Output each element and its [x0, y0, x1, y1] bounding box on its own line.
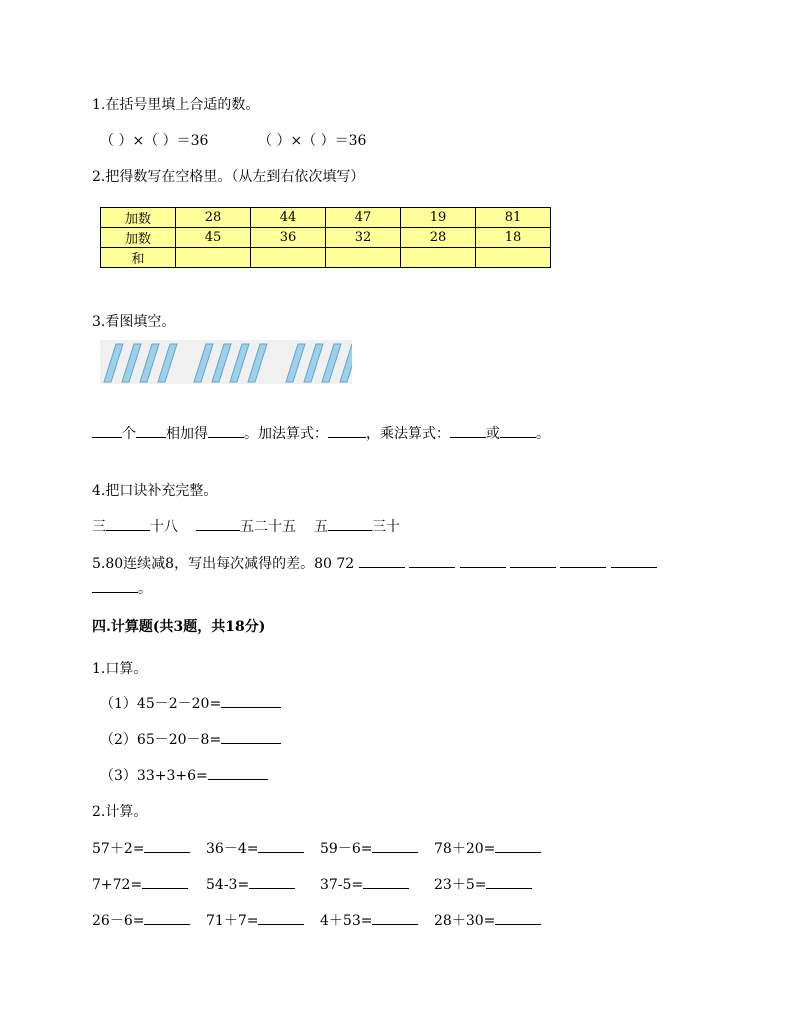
addition-table	[100, 207, 551, 268]
calc1-expr: （1）45－2－20=	[100, 696, 222, 712]
answer-blank[interactable]	[144, 910, 190, 925]
stick	[158, 344, 177, 382]
q3-title: 3.看图填空。	[92, 314, 176, 330]
q5-end: 。	[138, 581, 152, 597]
table-cell: 47	[326, 208, 401, 228]
answer-blank[interactable]	[208, 765, 268, 780]
calc2-item	[92, 910, 190, 930]
calc2-item	[434, 910, 541, 930]
answer-blank[interactable]	[372, 838, 418, 853]
calc2-expr: 28＋30=	[434, 913, 496, 929]
table-cell: 28	[176, 208, 251, 228]
calc2-expr: 54-3=	[206, 877, 250, 893]
stick	[104, 344, 123, 382]
q3-fill-line	[92, 423, 550, 443]
q3-word: 个	[122, 426, 136, 442]
stick	[304, 344, 323, 382]
row-label: 加数	[101, 228, 176, 248]
answer-cell[interactable]	[176, 248, 251, 268]
answer-blank[interactable]	[372, 910, 418, 925]
calc1-title: 1.口算。	[92, 661, 148, 677]
q3-word: 或	[486, 426, 500, 442]
calc2-expr: 71＋7=	[206, 913, 259, 929]
calc2-item	[320, 910, 418, 930]
table-cell: 18	[476, 228, 551, 248]
table-row	[101, 208, 551, 228]
blank[interactable]	[136, 423, 166, 438]
calc2-expr: 59－6=	[320, 841, 373, 857]
calc2-expr: 57＋2=	[92, 841, 145, 857]
blank[interactable]	[460, 553, 506, 568]
calc1-expr: （2）65－20－8=	[100, 732, 222, 748]
calc2-item	[320, 874, 409, 893]
table-cell: 28	[401, 228, 476, 248]
q2-title: 2.把得数写在空格里。（从左到右依次填写）	[92, 169, 365, 185]
q1-expr-a: （ ）×（ ）＝36	[100, 133, 209, 149]
sticks-picture	[100, 340, 352, 384]
calc2-item	[434, 838, 541, 858]
calc2-item	[206, 910, 304, 930]
answer-cell[interactable]	[251, 248, 326, 268]
q5-line-2	[92, 578, 152, 598]
calc2-expr: 4＋53=	[320, 913, 373, 929]
rhyme-part: 五	[314, 519, 328, 535]
calc2-item	[206, 838, 304, 858]
q4-rhymes	[92, 516, 400, 536]
section-heading: 四.计算题(共3题，共18分)	[92, 619, 266, 635]
stick	[286, 344, 305, 382]
answer-blank[interactable]	[144, 838, 190, 853]
rhyme-part: 十八	[150, 519, 178, 535]
blank[interactable]	[500, 423, 536, 438]
q1-expr-b: （ ）×（ ）＝36	[258, 133, 367, 149]
answer-blank[interactable]	[258, 910, 304, 925]
blank[interactable]	[328, 423, 366, 438]
calc2-item	[434, 874, 532, 894]
calc2-item	[92, 838, 190, 858]
answer-blank[interactable]	[258, 838, 304, 853]
calc2-item	[320, 838, 418, 858]
row-label: 和	[101, 248, 176, 268]
blank[interactable]	[328, 516, 372, 531]
table-cell: 45	[176, 228, 251, 248]
calc2-expr: 7+72=	[92, 877, 143, 893]
q3-word: 。	[536, 426, 550, 442]
blank[interactable]	[92, 423, 122, 438]
answer-blank[interactable]	[142, 874, 188, 889]
row-label: 加数	[101, 208, 176, 228]
stick	[248, 344, 267, 382]
q5-text: 5.80连续减8，写出每次减得的差。80 72	[92, 556, 355, 572]
calc2-title: 2.计算。	[92, 804, 148, 820]
blank[interactable]	[611, 553, 657, 568]
answer-blank[interactable]	[249, 874, 295, 889]
calc1-item	[100, 729, 281, 749]
blank[interactable]	[409, 553, 455, 568]
calc2-expr: 78＋20=	[434, 841, 496, 857]
calc1-item	[100, 765, 268, 785]
stick	[140, 344, 159, 382]
blank[interactable]	[196, 516, 240, 531]
table-cell: 44	[251, 208, 326, 228]
table-cell: 19	[401, 208, 476, 228]
blank[interactable]	[106, 516, 150, 531]
stick	[340, 344, 352, 382]
calc2-expr: 26－6=	[92, 913, 145, 929]
answer-blank[interactable]	[486, 874, 532, 889]
answer-blank[interactable]	[221, 693, 281, 708]
blank[interactable]	[359, 553, 405, 568]
q3-word: ，乘法算式：	[366, 426, 450, 442]
blank[interactable]	[510, 553, 556, 568]
q3-word: 。加法算式：	[244, 426, 328, 442]
q1-title: 1.在括号里填上合适的数。	[92, 97, 260, 113]
rhyme-part: 五二十五	[240, 519, 296, 535]
stick	[230, 344, 249, 382]
answer-cell[interactable]	[476, 248, 551, 268]
rhyme-part: 三	[92, 519, 106, 535]
calc2-expr: 36－4=	[206, 841, 259, 857]
blank[interactable]	[560, 553, 606, 568]
calc1-item	[100, 693, 281, 713]
calc2-expr: 37-5=	[320, 877, 364, 893]
stick	[194, 344, 213, 382]
table-cell: 32	[326, 228, 401, 248]
table-cell: 81	[476, 208, 551, 228]
stick	[322, 344, 341, 382]
answer-blank[interactable]	[221, 729, 281, 744]
calc1-expr: （3）33+3+6=	[100, 768, 208, 784]
calc2-expr: 23＋5=	[434, 877, 487, 893]
stick	[122, 344, 141, 382]
answer-cell[interactable]	[326, 248, 401, 268]
blank[interactable]	[450, 423, 486, 438]
table-row	[101, 248, 551, 268]
answer-blank[interactable]	[363, 874, 409, 889]
sticks-illustration	[100, 340, 352, 384]
q5-line	[92, 553, 657, 573]
blank[interactable]	[208, 423, 244, 438]
stick	[212, 344, 231, 382]
answer-blank[interactable]	[495, 838, 541, 853]
q4-title: 4.把口诀补充完整。	[92, 483, 218, 499]
rhyme-part: 三十	[372, 519, 400, 535]
table-row	[101, 228, 551, 248]
stick-groups	[104, 344, 352, 382]
q3-word: 相加得	[166, 426, 208, 442]
answer-blank[interactable]	[495, 910, 541, 925]
table-cell: 36	[251, 228, 326, 248]
blank[interactable]	[92, 578, 138, 593]
calc2-item	[206, 874, 295, 893]
answer-cell[interactable]	[401, 248, 476, 268]
calc2-item	[92, 874, 188, 893]
